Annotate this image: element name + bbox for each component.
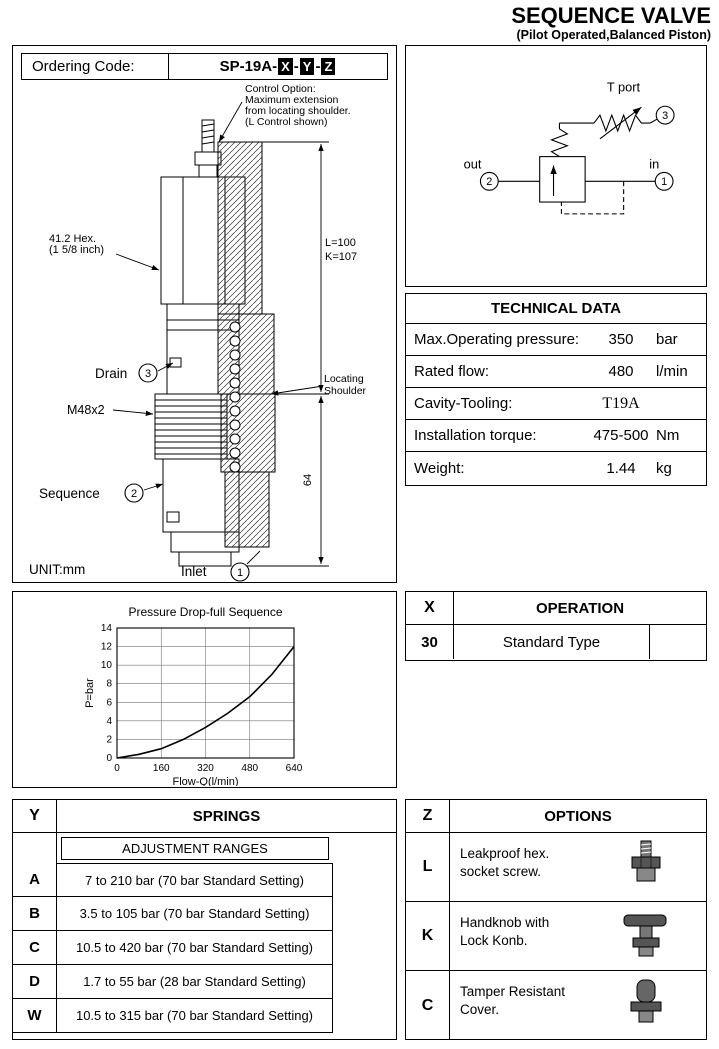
svg-text:4: 4 bbox=[106, 715, 112, 727]
option-code: L bbox=[406, 833, 450, 901]
operation-row-code: 30 bbox=[406, 625, 454, 659]
table-row bbox=[406, 625, 706, 659]
table-row bbox=[13, 897, 396, 931]
drain-label: Drain bbox=[95, 366, 128, 381]
in-label: in bbox=[649, 156, 660, 172]
table-row bbox=[406, 388, 706, 420]
tech-unit: l/min bbox=[656, 363, 688, 380]
svg-text:from locating shoulder.: from locating shoulder. bbox=[245, 105, 351, 117]
ordering-drawing-panel bbox=[12, 45, 397, 583]
svg-text:480: 480 bbox=[241, 763, 259, 774]
svg-text:320: 320 bbox=[197, 763, 214, 774]
tech-value: 480 bbox=[608, 363, 634, 380]
option-text-line: Leakproof hex. bbox=[460, 846, 550, 861]
locating-shoulder-label: Locating bbox=[324, 373, 364, 385]
relief-spring-symbol bbox=[594, 115, 650, 131]
ordering-code-label: Ordering Code: bbox=[22, 54, 169, 79]
sequence-port-hole bbox=[167, 512, 179, 522]
operation-title: OPERATION bbox=[535, 599, 625, 617]
tech-value: 350 bbox=[608, 331, 634, 348]
options-code-header: Z bbox=[406, 800, 450, 832]
svg-text:6: 6 bbox=[106, 697, 112, 709]
option-code: C bbox=[406, 971, 450, 1040]
table-row bbox=[406, 420, 706, 452]
tech-unit: bar bbox=[656, 331, 678, 348]
svg-text:14: 14 bbox=[100, 623, 112, 634]
hex-socket-screw-icon bbox=[614, 838, 678, 894]
option-text-line: Tamper Resistant bbox=[460, 984, 566, 999]
options-header bbox=[406, 800, 706, 833]
svg-text:0: 0 bbox=[114, 763, 120, 774]
table-row bbox=[13, 863, 396, 897]
springs-panel bbox=[12, 799, 397, 1040]
svg-text:10: 10 bbox=[100, 660, 112, 672]
sequence-port-number: 2 bbox=[130, 488, 138, 500]
option-text-line: Cover. bbox=[460, 1001, 500, 1017]
in-port-number: 1 bbox=[661, 176, 668, 189]
springs-subheader: ADJUSTMENT RANGES bbox=[61, 837, 329, 860]
pressure-drop-chart bbox=[13, 592, 395, 786]
springs-header bbox=[13, 800, 396, 833]
page-subtitle: (Pilot Operated,Balanced Piston) bbox=[516, 28, 711, 42]
svg-text:160: 160 bbox=[152, 763, 170, 774]
tech-label: Rated flow: bbox=[414, 363, 490, 380]
ordering-code-value bbox=[169, 54, 387, 79]
technical-data-title: TECHNICAL DATA bbox=[406, 294, 706, 324]
svg-text:8: 8 bbox=[106, 678, 112, 690]
tech-label: Max.Operating pressure: bbox=[414, 331, 580, 348]
svg-text:12: 12 bbox=[100, 641, 112, 653]
table-row bbox=[406, 324, 706, 356]
mounting-thread bbox=[155, 394, 227, 459]
pressure-drop-chart-panel bbox=[12, 591, 397, 788]
drain-port-hole bbox=[170, 358, 181, 367]
tech-value: 1.44 bbox=[606, 459, 636, 477]
spring-code: C bbox=[13, 931, 57, 965]
operation-panel bbox=[405, 591, 707, 661]
options-title: OPTIONS bbox=[544, 807, 612, 825]
option-row bbox=[406, 833, 706, 902]
x-axis-label: Flow-Q(l/min) bbox=[172, 776, 239, 786]
svg-text:Shoulder: Shoulder bbox=[324, 385, 367, 397]
adjustment-arrow bbox=[600, 107, 641, 139]
svg-text:(L Control shown): (L Control shown) bbox=[245, 116, 328, 128]
t-port-number: 3 bbox=[662, 110, 669, 123]
spring-code: W bbox=[13, 999, 57, 1033]
page-title: SEQUENCE VALVE bbox=[511, 3, 711, 28]
tech-value: 475-500 bbox=[593, 427, 649, 444]
thread-label: M48x2 bbox=[67, 403, 105, 417]
drain-port-number: 3 bbox=[144, 368, 152, 380]
inlet-label: Inlet bbox=[181, 564, 207, 579]
table-row bbox=[13, 965, 396, 999]
hydraulic-symbol-panel bbox=[405, 45, 707, 287]
springs-title: SPRINGS bbox=[192, 807, 261, 825]
tamper-cover-icon bbox=[614, 976, 678, 1032]
spring-code: D bbox=[13, 965, 57, 999]
operation-code-header: X bbox=[406, 592, 454, 624]
handknob-icon bbox=[614, 907, 678, 963]
control-option-label: Control Option: bbox=[245, 83, 316, 95]
tech-label: Cavity-Tooling: bbox=[414, 395, 513, 412]
option-text-line: socket screw. bbox=[460, 863, 542, 879]
springs-code-column-spacer bbox=[13, 833, 57, 863]
sequence-label: Sequence bbox=[39, 486, 100, 501]
valve-square-symbol bbox=[540, 157, 585, 202]
svg-text:0: 0 bbox=[106, 753, 112, 764]
ordering-sep2: - bbox=[315, 58, 321, 75]
spring-range: 10.5 to 420 bar (70 bar Standard Setting) bbox=[57, 930, 333, 965]
ordering-code-table bbox=[21, 53, 388, 80]
table-row bbox=[406, 452, 706, 484]
y-axis-label: P=bar bbox=[84, 678, 96, 708]
springs-code-header: Y bbox=[13, 800, 57, 832]
svg-text:Maximum extension: Maximum extension bbox=[245, 94, 339, 106]
option-text-line: Lock Konb. bbox=[460, 932, 528, 948]
svg-text:(1 5/8 inch): (1 5/8 inch) bbox=[49, 244, 105, 256]
hex-size-label: 41.2 Hex. bbox=[49, 233, 97, 245]
ordering-code-y: Y bbox=[300, 58, 315, 75]
option-row bbox=[406, 902, 706, 971]
dim-l-label: L=100 bbox=[325, 237, 356, 249]
pilot-line bbox=[561, 181, 623, 214]
table-row bbox=[406, 356, 706, 388]
option-code: K bbox=[406, 902, 450, 970]
spring-range: 3.5 to 105 bar (70 bar Standard Setting) bbox=[57, 896, 333, 931]
spring-range: 1.7 to 55 bar (28 bar Standard Setting) bbox=[57, 964, 333, 999]
technical-data-panel bbox=[405, 293, 707, 486]
spring-range: 7 to 210 bar (70 bar Standard Setting) bbox=[57, 863, 333, 897]
inlet-port-number: 1 bbox=[236, 567, 244, 579]
t-port-label: T port bbox=[606, 79, 641, 95]
options-panel bbox=[405, 799, 707, 1040]
locknut bbox=[195, 152, 221, 165]
spring-code: B bbox=[13, 897, 57, 931]
tech-unit: Nm bbox=[656, 427, 680, 444]
chart-title: Pressure Drop-full Sequence bbox=[128, 605, 283, 619]
tech-label: Weight: bbox=[414, 459, 465, 477]
unit-label: UNIT:mm bbox=[29, 562, 86, 577]
spring-code: A bbox=[13, 863, 57, 897]
valve-cross-section-drawing bbox=[13, 82, 398, 582]
spring-range: 10.5 to 315 bar (70 bar Standard Setting) bbox=[57, 998, 333, 1033]
table-row bbox=[13, 999, 396, 1033]
option-row bbox=[406, 971, 706, 1040]
ordering-code-x: X bbox=[278, 58, 293, 75]
springs-subheader-row bbox=[13, 833, 396, 863]
hydraulic-symbol-diagram bbox=[406, 46, 705, 285]
spring-symbol bbox=[552, 129, 568, 157]
tech-label: Installation torque: bbox=[414, 427, 537, 444]
dim-k-label: K=107 bbox=[325, 251, 358, 263]
operation-row-label: Standard Type bbox=[454, 625, 650, 659]
tech-unit: kg bbox=[656, 459, 672, 477]
out-port-number: 2 bbox=[486, 176, 493, 189]
svg-text:2: 2 bbox=[106, 734, 112, 746]
option-text-line: Handknob with bbox=[460, 915, 550, 930]
ordering-sep1: - bbox=[293, 58, 299, 75]
operation-header bbox=[406, 592, 706, 625]
out-label: out bbox=[463, 156, 482, 172]
tech-value: T19A bbox=[602, 394, 640, 412]
table-row bbox=[13, 931, 396, 965]
ordering-code-prefix: SP-19A- bbox=[219, 58, 278, 75]
svg-text:640: 640 bbox=[285, 763, 303, 774]
dim-64-label: 64 bbox=[302, 473, 314, 487]
ordering-code-z: Z bbox=[321, 58, 335, 75]
